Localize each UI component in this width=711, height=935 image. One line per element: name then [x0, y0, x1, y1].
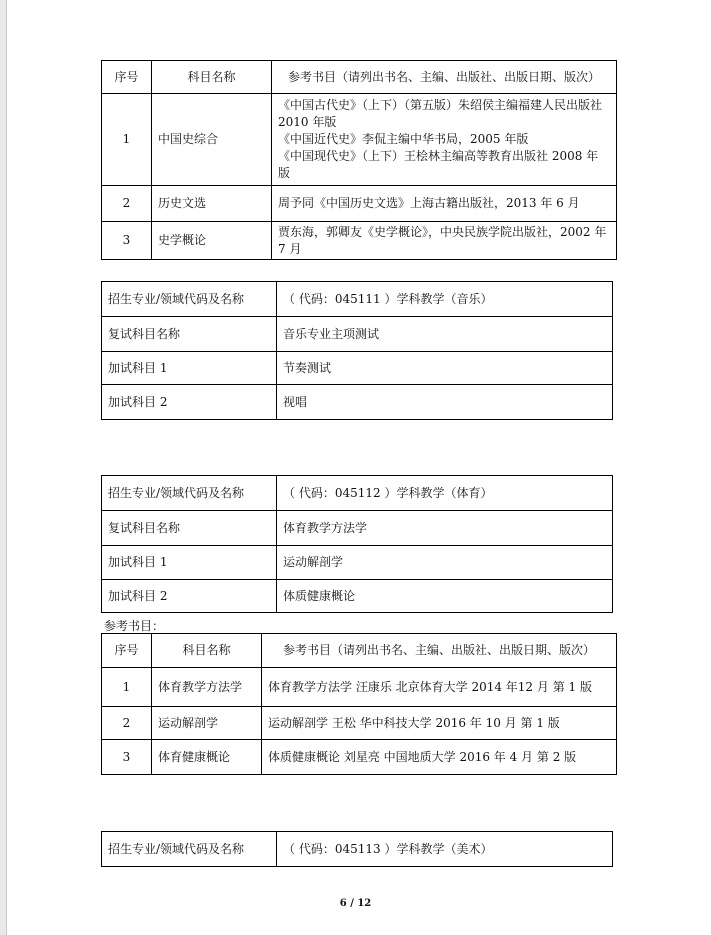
row-no: 2: [102, 186, 152, 222]
row-books: 运动解剖学 王松 华中科技大学 2016 年 10 月 第 1 版: [262, 707, 617, 740]
book-line: 《中国现代史》（上下）王桧林主编高等教育出版社 2008 年版: [278, 149, 599, 180]
table-header-row: [102, 634, 617, 668]
row-no: 1: [102, 668, 152, 707]
header-subject: 科目名称: [152, 61, 272, 94]
extra2-value: 体质健康概论: [277, 580, 613, 613]
row-books: 体育教学方法学 汪康乐 北京体育大学 2014 年12 月 第 1 版: [262, 668, 617, 707]
retest-label: 复试科目名称: [102, 317, 277, 352]
art-major-table: [101, 831, 613, 867]
extra1-label: 加试科目 1: [102, 546, 277, 580]
row-books: 周予同《中国历史文选》上海古籍出版社，2013 年 6 月: [272, 186, 617, 222]
header-subject: 科目名称: [152, 634, 262, 668]
row-subject: 体育健康概论: [152, 740, 262, 775]
row-books: 体质健康概论 刘星亮 中国地质大学 2016 年 4 月 第 2 版: [262, 740, 617, 775]
header-books: 参考书目（请列出书名、主编、出版社、出版日期、版次）: [262, 634, 617, 668]
row-subject: 史学概论: [152, 222, 272, 260]
major-value: （ 代码：045112 ）学科教学（体育）: [277, 476, 613, 511]
book-line: 《中国古代史》（上下）（第五版）朱绍侯主编福建人民出版社 2010 年版: [278, 98, 603, 129]
table-row: [102, 186, 617, 222]
header-no: 序号: [102, 634, 152, 668]
retest-value: 音乐专业主项测试: [277, 317, 613, 352]
major-label: 招生专业/领域代码及名称: [102, 832, 277, 867]
table-row: [102, 740, 617, 775]
row-books: 贾东海，郭卿友《史学概论》，中央民族学院出版社，2002 年 7 月: [272, 222, 617, 260]
pe-reference-table: [101, 633, 617, 775]
table-row: [102, 222, 617, 260]
table-header-row: [102, 61, 617, 94]
music-major-table: [101, 281, 613, 420]
extra1-label: 加试科目 1: [102, 352, 277, 385]
extra1-value: 节奏测试: [277, 352, 613, 385]
history-reference-table: [101, 60, 617, 260]
header-books: 参考书目（请列出书名、主编、出版社、出版日期、版次）: [272, 61, 617, 94]
header-no: 序号: [102, 61, 152, 94]
page-number: 6 / 12: [339, 898, 372, 909]
row-subject: 运动解剖学: [152, 707, 262, 740]
row-subject: 体育教学方法学: [152, 668, 262, 707]
major-label: 招生专业/领域代码及名称: [102, 282, 277, 317]
major-value: （ 代码：045111 ）学科教学（音乐）: [277, 282, 613, 317]
major-value: （ 代码：045113 ）学科教学（美术）: [277, 832, 613, 867]
row-subject: 历史文选: [152, 186, 272, 222]
table-row: [102, 668, 617, 707]
row-books: [272, 94, 617, 186]
row-no: 3: [102, 740, 152, 775]
retest-label: 复试科目名称: [102, 511, 277, 546]
extra2-value: 视唱: [277, 385, 613, 420]
reference-note: 参考书目：: [104, 619, 165, 633]
pe-major-table: [101, 475, 613, 613]
row-no: 3: [102, 222, 152, 260]
row-no: 2: [102, 707, 152, 740]
extra2-label: 加试科目 2: [102, 580, 277, 613]
extra2-label: 加试科目 2: [102, 385, 277, 420]
table-row: [102, 707, 617, 740]
retest-value: 体育教学方法学: [277, 511, 613, 546]
table-row: [102, 94, 617, 186]
major-label: 招生专业/领域代码及名称: [102, 476, 277, 511]
extra1-value: 运动解剖学: [277, 546, 613, 580]
row-no: 1: [102, 94, 152, 186]
book-line: 《中国近代史》李侃主编中华书局，2005 年版: [278, 132, 529, 146]
row-subject: 中国史综合: [152, 94, 272, 186]
